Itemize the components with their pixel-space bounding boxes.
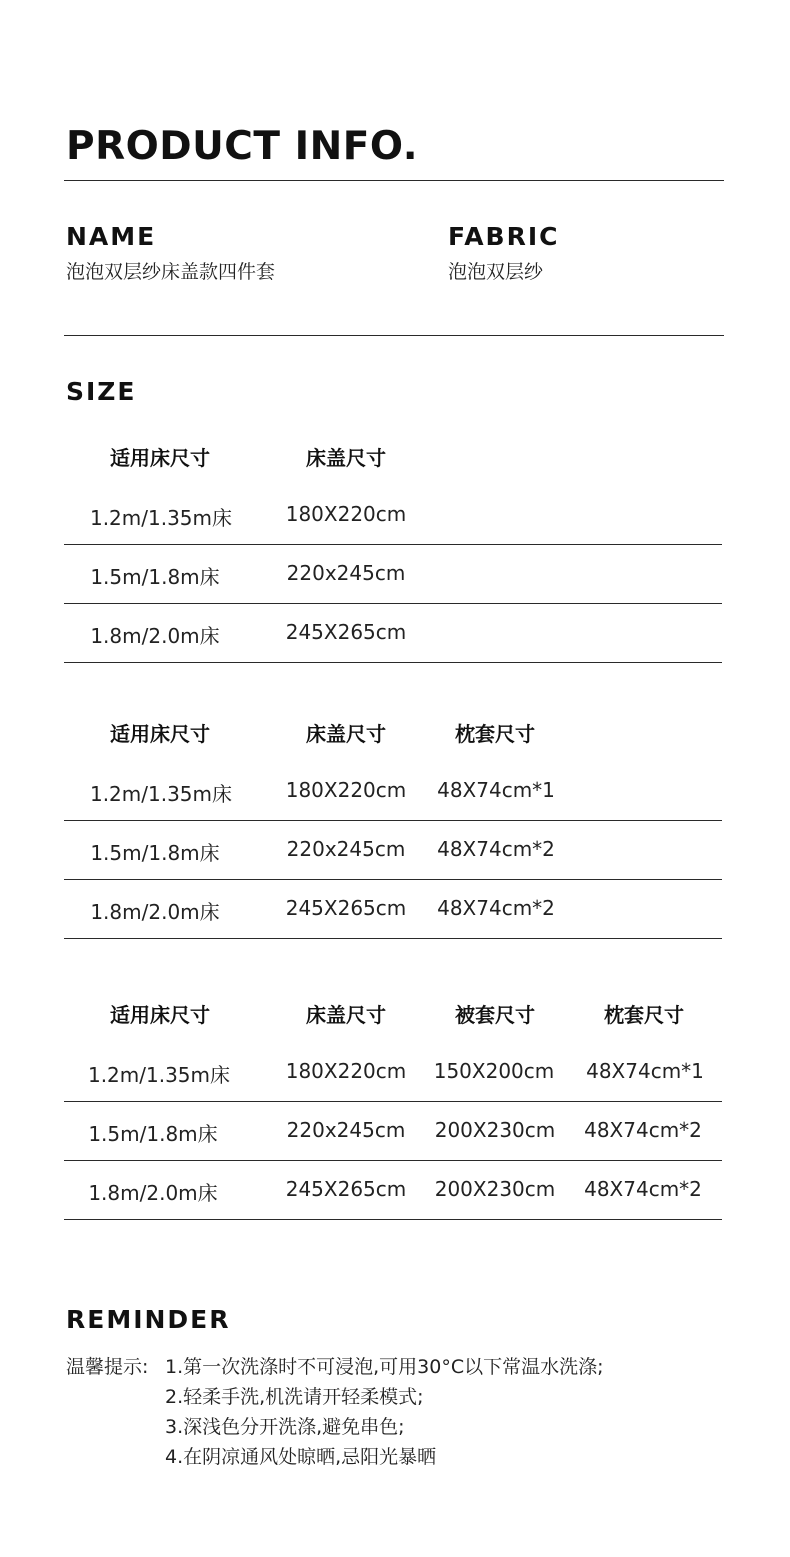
table-cell: 48X74cm*2 xyxy=(584,1177,702,1201)
reminder-label: REMINDER xyxy=(66,1305,231,1334)
table-row xyxy=(64,880,722,939)
fabric-value: 泡泡双层纱 xyxy=(448,261,544,283)
table-cell: 1.2m/1.35m床 xyxy=(89,506,233,530)
table-cell: 48X74cm*2 xyxy=(584,1118,702,1142)
table-cell: 1.5m/1.8m床 xyxy=(90,841,220,865)
name-label: NAME xyxy=(66,222,157,251)
reminder-text: 3.深浅色分开洗涤,避免串色; xyxy=(165,1416,405,1438)
reminder-text: 2.轻柔手洗,机洗请开轻柔模式; xyxy=(165,1386,424,1408)
size-label: SIZE xyxy=(66,377,137,406)
fabric-label: FABRIC xyxy=(448,222,560,251)
table-cell: 48X74cm*1 xyxy=(437,778,555,802)
table-cell: 1.8m/2.0m床 xyxy=(88,1181,218,1205)
table-row xyxy=(64,486,722,545)
table-cell: 48X74cm*2 xyxy=(437,837,555,861)
page-title: PRODUCT INFO. xyxy=(66,124,419,169)
table-cell: 245X265cm xyxy=(285,620,407,644)
column-header: 床盖尺寸 xyxy=(306,1003,386,1027)
reminder-prefix: 温馨提示: xyxy=(66,1356,149,1378)
table-row xyxy=(64,821,722,880)
table-cell: 220x245cm xyxy=(286,1118,406,1142)
reminder-text: 1.第一次洗涤时不可浸泡,可用30°C以下常温水洗涤; xyxy=(165,1356,604,1378)
table-cell: 180X220cm xyxy=(285,1059,407,1083)
table-row xyxy=(64,545,722,604)
table-cell: 1.8m/2.0m床 xyxy=(90,900,220,924)
table-cell: 180X220cm xyxy=(285,778,407,802)
info-divider xyxy=(64,335,724,336)
table-row xyxy=(64,1161,722,1220)
table-cell: 245X265cm xyxy=(285,1177,407,1201)
table-row xyxy=(64,604,722,663)
reminder-item xyxy=(66,1412,604,1442)
table-cell: 1.5m/1.8m床 xyxy=(90,565,220,589)
table-cell: 200X230cm xyxy=(434,1118,556,1142)
table-header xyxy=(64,704,722,762)
table-row xyxy=(64,1043,722,1102)
table-cell: 48X74cm*1 xyxy=(586,1059,704,1083)
reminder-text: 4.在阴凉通风处晾晒,忌阳光暴晒 xyxy=(165,1446,437,1468)
table-cell: 245X265cm xyxy=(285,896,407,920)
table-cell: 220x245cm xyxy=(286,837,406,861)
size-table-3 xyxy=(64,985,722,1220)
size-table-1 xyxy=(64,428,722,663)
table-cell: 1.5m/1.8m床 xyxy=(88,1122,218,1146)
column-header: 适用床尺寸 xyxy=(110,446,210,470)
title-divider xyxy=(64,180,724,181)
table-header xyxy=(64,985,722,1043)
table-cell: 180X220cm xyxy=(285,502,407,526)
reminder-list xyxy=(66,1352,604,1472)
name-value: 泡泡双层纱床盖款四件套 xyxy=(66,261,276,283)
size-table-2 xyxy=(64,704,722,939)
column-header: 枕套尺寸 xyxy=(455,722,535,746)
reminder-item xyxy=(66,1382,604,1412)
column-header: 床盖尺寸 xyxy=(306,722,386,746)
table-cell: 150X200cm xyxy=(433,1059,555,1083)
table-cell: 200X230cm xyxy=(434,1177,556,1201)
table-cell: 1.2m/1.35m床 xyxy=(89,782,233,806)
table-cell: 220x245cm xyxy=(286,561,406,585)
table-cell: 1.2m/1.35m床 xyxy=(87,1063,231,1087)
reminder-item xyxy=(66,1352,604,1382)
column-header: 床盖尺寸 xyxy=(306,446,386,470)
column-header: 适用床尺寸 xyxy=(110,722,210,746)
reminder-item xyxy=(66,1442,604,1472)
column-header: 枕套尺寸 xyxy=(604,1003,684,1027)
column-header: 适用床尺寸 xyxy=(110,1003,210,1027)
column-header: 被套尺寸 xyxy=(455,1003,535,1027)
table-cell: 1.8m/2.0m床 xyxy=(90,624,220,648)
table-row xyxy=(64,1102,722,1161)
table-cell: 48X74cm*2 xyxy=(437,896,555,920)
table-header xyxy=(64,428,722,486)
table-row xyxy=(64,762,722,821)
